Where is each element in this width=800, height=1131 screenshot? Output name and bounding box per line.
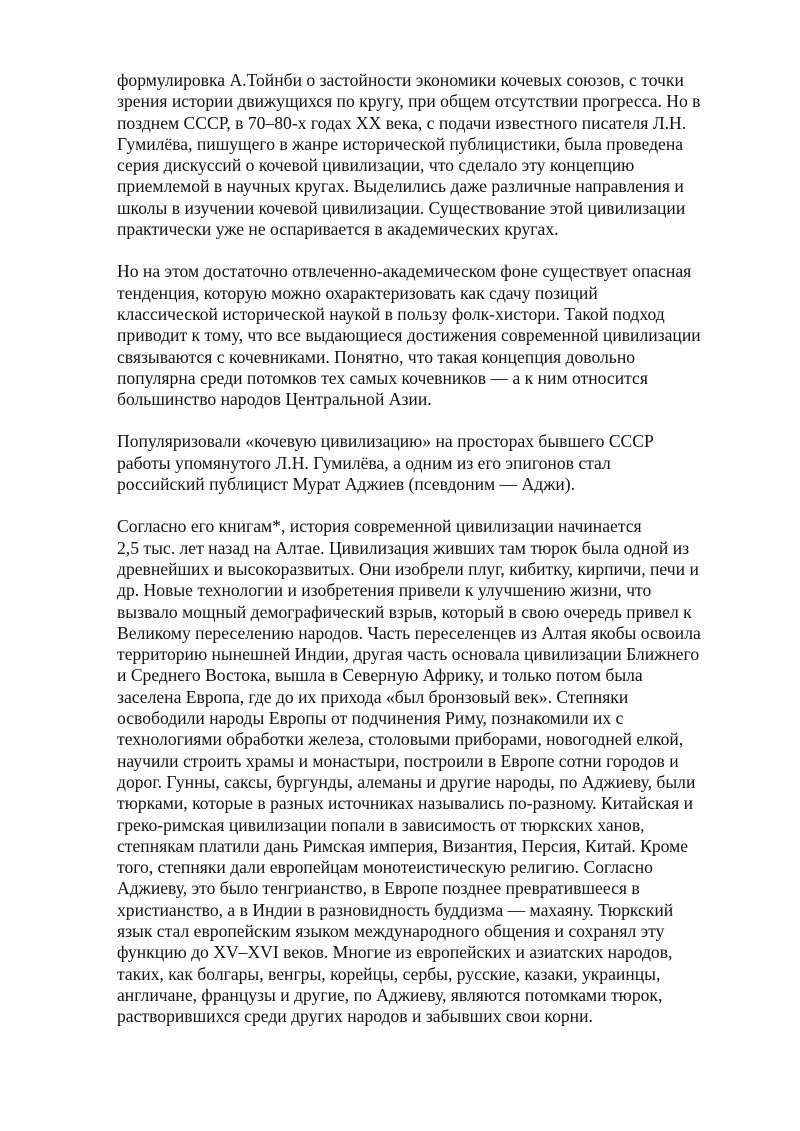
paragraph-2: Но на этом достаточно отвлеченно-академическом фоне существует опасная тенденция, которую можно охарактеризовать как сдачу позиций классической исторической наукой в пользу фолк-хистори. Такой подход приводит к тому, что все выдающиеся достижения современной цивилизации связываются с кочевниками. Понятно, что такая концепция довольно популярна среди потомков тех самых кочевников — а к ним относится большинство народов Центральной Азии.: [117, 261, 701, 410]
paragraph-1: формулировка А.Тойнби о застойности экономики кочевых союзов, с точки зрения истории движущихся по кругу, при общем отсутствии прогресса. Но в позднем СССР, в 70–80-х годах XX века, с подачи известного писателя Л.Н. Гумилёва, пишущего в жанре исторической публицистики, была проведена серия дискуссий о кочевой цивилизации, что сделало эту концепцию приемлемой в научных кругах. Выделились даже различные направления и школы в изучении кочевой цивилизации. Существование этой цивилизации практически уже не оспаривается в академических кругах.: [117, 70, 701, 240]
paragraph-3: Популяризовали «кочевую цивилизацию» на просторах бывшего СССР работы упомянутого Л.Н. Гумилёва, а одним из его эпигонов стал российский публицист Мурат Аджиев (псевдоним — Аджи).: [117, 431, 654, 495]
document-page: [117, 70, 751, 1048]
paragraph-4: Согласно его книгам*, история современной цивилизации начинается 2,5 тыс. лет назад на Алтае. Цивилизация живших там тюрок была одной из древнейших и высокоразвитых. Они изобрели плуг, кибитку, кирпичи, печи и др. Новые технологии и изобретения привели к улучшению жизни, что вызвало мощный демографический взрыв, который в свою очередь привел к Великому переселению народов. Часть переселенцев из Алтая якобы освоила территорию нынешней Индии, другая часть основала цивилизации Ближнего и Среднего Востока, вышла в Северную Африку, и только потом была заселена Европа, где до их прихода «был бронзовый век». Степняки освободили народы Европы от подчинения Риму, познакомили их с технологиями обработки железа, столовыми приборами, новогодней елкой, научили строить храмы и монастыри, построили в Европе сотни городов и дорог. Гунны, саксы, бургунды, алеманы и другие народы, по Аджиеву, были тюрками, которые в разных источниках назывались по-разному. Китайская и греко-римская цивилизации попали в зависимость от тюркских ханов, степнякам платили дань Римская империя, Византия, Персия, Китай. Кроме того, степняки дали европейцам монотеистическую религию. Согласно Аджиеву, это было тенгрианство, в Европе позднее превратившееся в христианство, а в Индии в разновидность буддизма — махаяну. Тюркский язык стал европейским языком международного общения и сохранял эту функцию до XV–XVI веков. Многие из европейских и азиатских народов, таких, как болгары, венгры, корейцы, сербы, русские, казаки, украинцы, англичане, французы и другие, по Аджиеву, являются потомками тюрок, растворившихся среди других народов и забывших свои корни.: [117, 516, 701, 1027]
